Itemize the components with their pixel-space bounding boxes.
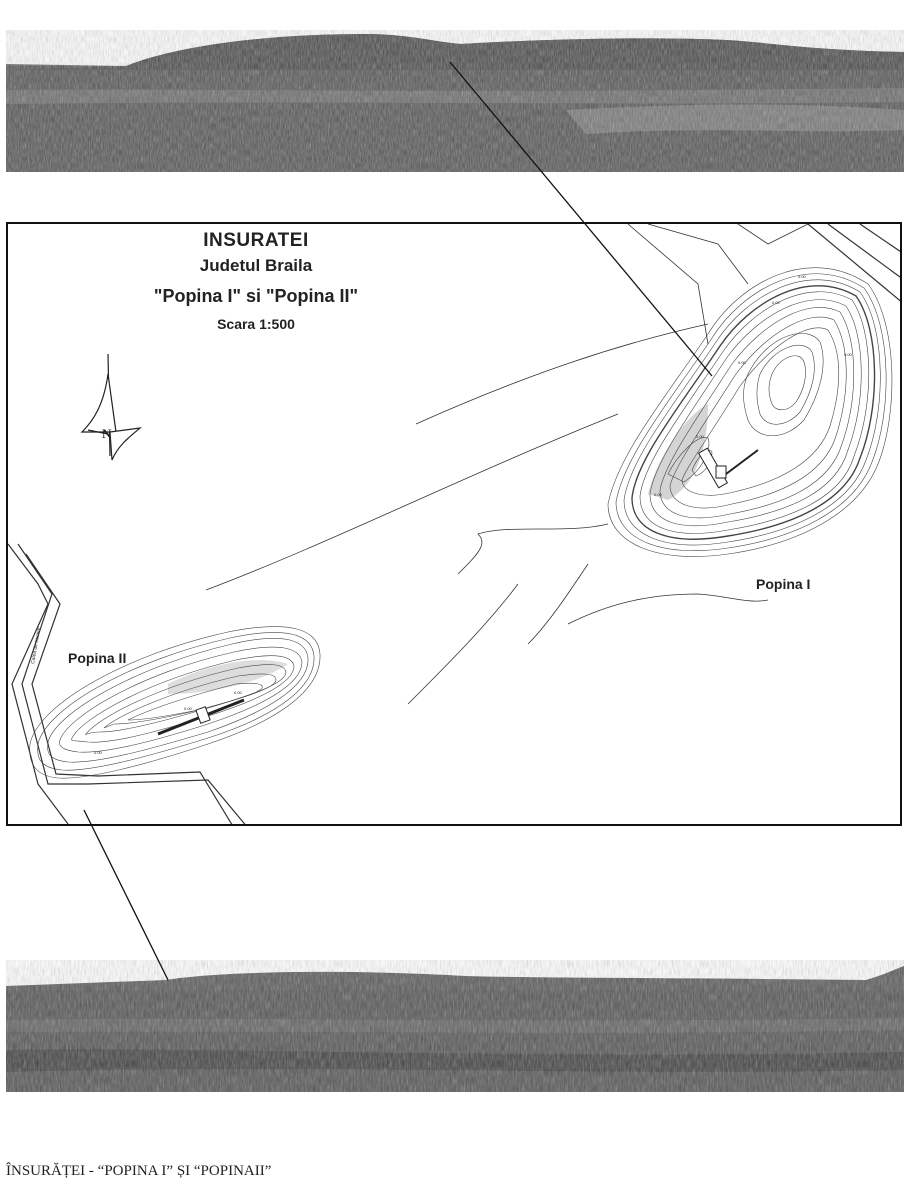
contour-label: 0.00 xyxy=(696,434,704,439)
map-title: INSURATEI xyxy=(203,230,309,251)
excavation-trench-popina-1 xyxy=(699,448,758,488)
contour-label: 0.00 xyxy=(738,360,746,365)
contour-label: 0.00 xyxy=(94,750,102,755)
map-county: Judetul Braila xyxy=(199,256,313,275)
topographic-map xyxy=(6,222,902,826)
panorama-photo-popina-2 xyxy=(6,960,904,1092)
contour-map-drawing xyxy=(8,224,902,826)
landscape-photo-icon xyxy=(6,960,904,1092)
popina-1-contours xyxy=(608,268,892,557)
label-popina-1: Popina I xyxy=(756,576,811,592)
figure-caption: ÎNSURĂȚEI - “POPINA I” ȘI “POPINAII” xyxy=(6,1163,272,1179)
contour-label: 0.00 xyxy=(184,706,192,711)
landscape-photo-icon xyxy=(6,30,904,172)
contour-label: 0.00 xyxy=(772,300,780,305)
map-sites: "Popina I" si "Popina II" xyxy=(153,286,359,306)
contour-label: 0.00 xyxy=(798,274,806,279)
excavation-trench-popina-2 xyxy=(158,700,244,734)
contour-label: 0.00 xyxy=(234,690,242,695)
north-arrow-icon xyxy=(82,354,140,460)
panorama-photo-popina-1 xyxy=(6,30,904,172)
map-scale: Scara 1:500 xyxy=(217,316,295,332)
north-letter: N xyxy=(102,426,112,441)
contour-label: 0.00 xyxy=(654,492,662,497)
contour-label: 0.00 xyxy=(844,352,852,357)
road-label: Calea de trecere xyxy=(30,626,43,665)
label-popina-2: Popina II xyxy=(68,650,127,666)
